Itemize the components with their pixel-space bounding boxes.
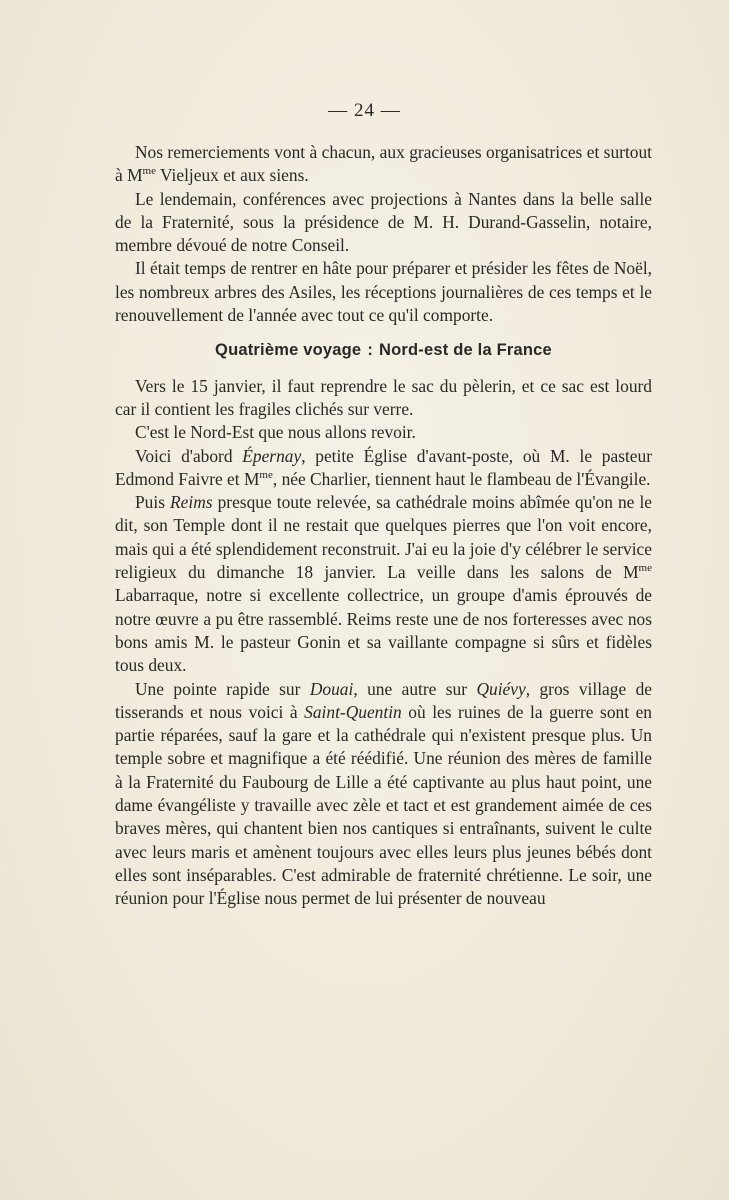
paragraph-text: Labarraque, notre si excellente collectrice, un groupe d'amis éprouvés de notre œuvre a pu être rassemblé. Reims reste une de nos forteresses avec nos bons amis M. le pasteur Gonin et sa vaillante compagne si sûrs et fidèles tous deux. — [115, 585, 652, 676]
section-heading-separator: : — [367, 341, 374, 360]
section-heading-right: Nord-est de la France — [379, 341, 552, 360]
paragraph-text: , née Charlier, tiennent haut le flambeau de l'Évangile. — [272, 468, 651, 489]
paragraph-text: Vieljeux et aux siens. — [155, 165, 309, 186]
paragraph — [115, 141, 652, 188]
place-name-italic: Saint-Quentin — [304, 701, 402, 722]
paragraph-text: Nos remerciements vont à chacun, aux gracieuses organisatrices et surtout à M — [115, 142, 652, 186]
paragraphs-bottom — [115, 375, 652, 911]
paragraph-text: , gros village de tisserands et nous voici à — [115, 678, 653, 722]
place-name-italic: Douai — [309, 678, 354, 699]
paragraph-text: Il était temps de rentrer en hâte pour préparer et présider les fêtes de Noël, les nombreux arbres des Asiles, les réceptions journalières de ces temps et le renouvellement de l'année avec tout ce qu'il comporte. — [115, 258, 652, 326]
section-heading — [115, 339, 652, 362]
paragraph — [115, 491, 652, 677]
body-text — [115, 141, 652, 911]
paragraph — [115, 678, 652, 911]
paragraph-text: presque toute relevée, sa cathédrale moins abîmée qu'on ne le dit, son Temple dont il ne restait que quelques pierres que l'on voit encore, mais qui a été splendidement reconstruit. J'ai eu la joie d'y célébrer le service religieux du dimanche 18 janvier. La veille dans les salons de M — [115, 492, 652, 583]
paragraph — [115, 445, 652, 492]
paragraph-text: Puis — [135, 492, 171, 513]
paragraph-text: Une pointe rapide sur — [135, 678, 310, 699]
superscript-abbreviation: me — [142, 165, 156, 178]
paragraph — [115, 257, 652, 327]
paragraph-text: où les ruines de la guerre sont en partie réparées, sauf la gare et la cathédrale qui n'existent presque plus. Un temple sobre et magnifique a été réédifié. Une réunion des mères de famille à la Fraternité du Faubourg de Lille a été captivante au plus haut point, une dame évangéliste y travaille avec zèle et tact et est grandement aimée de ces braves mères, qui chantent bien nos cantiques si entraînants, suivent le culte avec leurs maris et amènent toujours avec elles leurs plus jeunes bébés dont elles sont inséparables. C'est admirable de fraternité chrétienne. Le soir, une réunion pour l'Église nous permet de lui présenter de nouveau — [115, 701, 652, 909]
superscript-abbreviation: me — [638, 562, 652, 575]
paragraph-text: Vers le 15 janvier, il faut reprendre le sac du pèlerin, et ce sac est lourd car il contient les fragiles clichés sur verre. — [115, 375, 652, 419]
paragraph-text: , petite Église d'avant-poste, où M. le pasteur Edmond Faivre et M — [115, 445, 652, 489]
place-name-italic: Épernay — [242, 445, 302, 466]
place-name-italic: Reims — [170, 492, 213, 513]
paragraph-text: Voici d'abord — [135, 445, 243, 466]
paragraph-text: C'est le Nord-Est que nous allons revoir. — [135, 422, 416, 443]
place-name-italic: Quiévy — [476, 678, 526, 699]
page-number: — 24 — — [328, 100, 401, 121]
paragraph — [115, 421, 652, 444]
section-heading-left: Quatrième voyage — [215, 341, 362, 360]
paragraph — [115, 375, 652, 422]
paragraphs-top — [115, 141, 652, 327]
superscript-abbreviation: me — [259, 469, 273, 482]
paragraph — [115, 188, 652, 258]
paragraph-text: , une autre sur — [353, 678, 477, 699]
paragraph-text: Le lendemain, conférences avec projections à Nantes dans la belle salle de la Fraternité, sous la présidence de M. H. Durand-Gasselin, notaire, membre dévoué de notre Conseil. — [115, 188, 652, 256]
